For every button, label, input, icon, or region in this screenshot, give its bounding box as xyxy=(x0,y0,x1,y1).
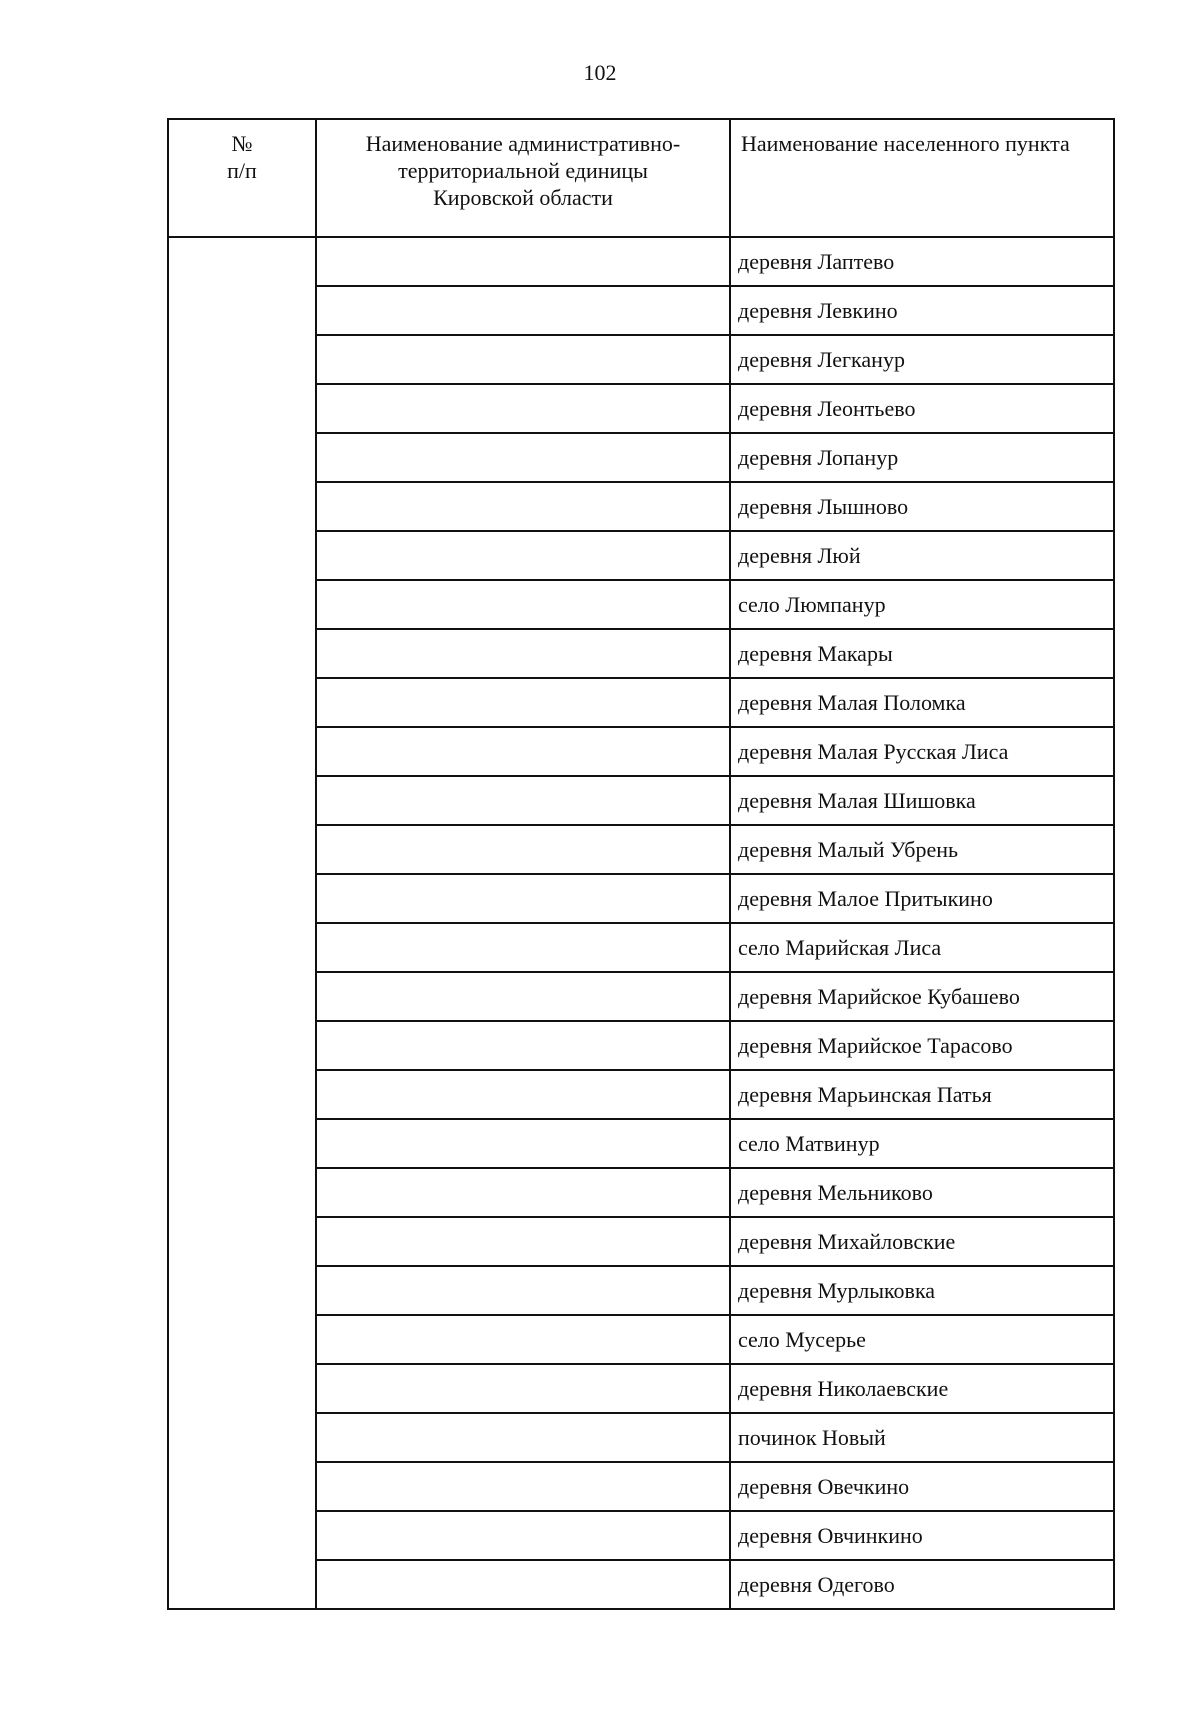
admin-unit-cell xyxy=(316,1217,730,1266)
table-header-row xyxy=(168,119,1114,237)
settlement-name-cell: деревня Малое Притыкино xyxy=(730,874,1114,923)
settlement-name-cell: деревня Овчинкино xyxy=(730,1511,1114,1560)
settlement-name-cell: деревня Макары xyxy=(730,629,1114,678)
settlements-table xyxy=(167,118,1115,1610)
admin-unit-cell xyxy=(316,1511,730,1560)
settlement-name-cell: деревня Мурлыковка xyxy=(730,1266,1114,1315)
header-admin-unit-line3: Кировской области xyxy=(433,185,613,210)
admin-unit-cell xyxy=(316,433,730,482)
header-admin-unit-line1: Наименование административно- xyxy=(365,131,681,156)
settlement-name-cell: село Люмпанур xyxy=(730,580,1114,629)
admin-unit-cell xyxy=(316,237,730,286)
admin-unit-cell xyxy=(316,678,730,727)
settlement-name-cell: деревня Лышново xyxy=(730,482,1114,531)
admin-unit-cell xyxy=(316,1315,730,1364)
admin-unit-cell xyxy=(316,384,730,433)
page-number: 102 xyxy=(583,60,617,85)
settlement-name-cell: починок Новый xyxy=(730,1413,1114,1462)
settlement-name-cell: деревня Лопанур xyxy=(730,433,1114,482)
admin-unit-cell xyxy=(316,629,730,678)
admin-unit-cell xyxy=(316,1266,730,1315)
settlement-name-cell: деревня Малый Убрень xyxy=(730,825,1114,874)
admin-unit-cell xyxy=(316,1364,730,1413)
settlement-name-cell: село Марийская Лиса xyxy=(730,923,1114,972)
table-row xyxy=(168,237,1114,286)
admin-unit-cell xyxy=(316,874,730,923)
settlement-name-cell: село Мусерье xyxy=(730,1315,1114,1364)
admin-unit-cell xyxy=(316,825,730,874)
settlement-name-cell: деревня Михайловские xyxy=(730,1217,1114,1266)
admin-unit-cell xyxy=(316,1119,730,1168)
settlement-name-cell: деревня Левкино xyxy=(730,286,1114,335)
settlement-name-cell: деревня Леонтьево xyxy=(730,384,1114,433)
settlement-name-cell: деревня Люй xyxy=(730,531,1114,580)
header-number-abbr: п/п xyxy=(227,158,257,183)
settlement-name-cell: деревня Мельниково xyxy=(730,1168,1114,1217)
number-cell xyxy=(168,237,316,1609)
settlement-name-cell: деревня Малая Русская Лиса xyxy=(730,727,1114,776)
admin-unit-cell xyxy=(316,531,730,580)
admin-unit-cell xyxy=(316,1021,730,1070)
settlement-name-cell: село Матвинур xyxy=(730,1119,1114,1168)
admin-unit-cell xyxy=(316,727,730,776)
settlement-name-cell: деревня Марьинская Патья xyxy=(730,1070,1114,1119)
admin-unit-cell xyxy=(316,1413,730,1462)
settlement-name-cell: деревня Марийское Тарасово xyxy=(730,1021,1114,1070)
settlement-name-cell: деревня Николаевские xyxy=(730,1364,1114,1413)
admin-unit-cell xyxy=(316,1560,730,1609)
admin-unit-cell xyxy=(316,482,730,531)
admin-unit-cell xyxy=(316,335,730,384)
settlement-name-cell: деревня Малая Поломка xyxy=(730,678,1114,727)
admin-unit-cell xyxy=(316,1070,730,1119)
settlement-name-cell: деревня Овечкино xyxy=(730,1462,1114,1511)
admin-unit-cell xyxy=(316,580,730,629)
settlement-name-cell: деревня Легканур xyxy=(730,335,1114,384)
header-number-symbol: № xyxy=(231,131,253,156)
header-admin-unit xyxy=(316,119,730,237)
admin-unit-cell xyxy=(316,923,730,972)
table-body xyxy=(168,237,1114,1609)
admin-unit-cell xyxy=(316,1462,730,1511)
header-admin-unit-line2: территориальной единицы xyxy=(398,158,648,183)
settlement-name-cell: деревня Марийское Кубашево xyxy=(730,972,1114,1021)
admin-unit-cell xyxy=(316,776,730,825)
admin-unit-cell xyxy=(316,1168,730,1217)
admin-unit-cell xyxy=(316,972,730,1021)
settlement-name-cell: деревня Лаптево xyxy=(730,237,1114,286)
admin-unit-cell xyxy=(316,286,730,335)
header-settlement: Наименование населенного пункта xyxy=(730,119,1114,237)
settlement-name-cell: деревня Одегово xyxy=(730,1560,1114,1609)
settlement-name-cell: деревня Малая Шишовка xyxy=(730,776,1114,825)
header-number xyxy=(168,119,316,237)
